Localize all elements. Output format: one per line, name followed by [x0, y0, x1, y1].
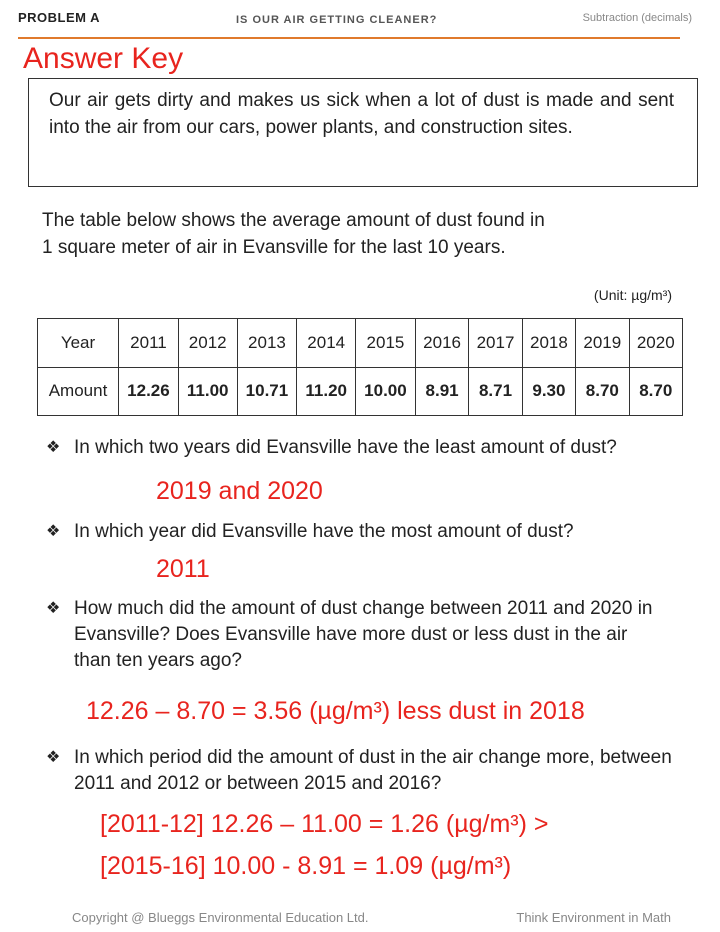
table-intro	[42, 207, 682, 261]
intro-text: Our air gets dirty and makes us sick when a lot of dust is made and sent into the air from our cars, power plants, and construction sites.	[49, 90, 674, 138]
header-divider	[18, 37, 680, 39]
answer-3: 12.26 – 8.70 = 3.56 (µg/m³) less dust in 2018	[86, 697, 585, 725]
question-3-text: How much did the amount of dust change between 2011 and 2020 in Evansville? Does Evansville have more dust or less dust in the air than ten years ago?	[74, 598, 653, 671]
answer-4-line-1: [2011-12] 12.26 – 11.00 = 1.26 (µg/m³) >	[100, 810, 549, 838]
amount-cell: 9.30	[522, 367, 575, 416]
year-cell: 2018	[522, 319, 575, 368]
amount-cell: 10.71	[237, 367, 297, 416]
year-cell: 2014	[297, 319, 356, 368]
diamond-bullet-icon: ❖	[46, 523, 61, 540]
dust-table	[37, 318, 683, 416]
answer-key-label: Answer Key	[23, 42, 184, 75]
amount-cell: 11.20	[297, 367, 356, 416]
diamond-bullet-icon: ❖	[46, 749, 61, 766]
table-intro-line-1: The table below shows the average amount of dust found in	[42, 210, 545, 231]
amount-row	[38, 367, 683, 416]
header-topic: Subtraction (decimals)	[582, 12, 692, 24]
answer-1: 2019 and 2020	[156, 477, 323, 505]
year-cell: 2011	[119, 319, 179, 368]
year-cell: 2019	[576, 319, 629, 368]
question-2-text: In which year did Evansville have the most amount of dust?	[74, 521, 574, 542]
year-cell: 2013	[237, 319, 297, 368]
amount-cell: 12.26	[119, 367, 179, 416]
header-title: IS OUR AIR GETTING CLEANER?	[236, 14, 438, 26]
year-cell: 2012	[178, 319, 237, 368]
table-intro-line-2: 1 square meter of air in Evansville for the last 10 years.	[42, 237, 506, 258]
footer-copyright: Copyright @ Blueggs Environmental Education Ltd.	[72, 910, 369, 925]
amount-cell: 8.91	[415, 367, 468, 416]
amount-cell: 8.70	[576, 367, 629, 416]
year-cell: 2020	[629, 319, 682, 368]
unit-label: (Unit: µg/m³)	[593, 287, 672, 303]
diamond-bullet-icon: ❖	[46, 600, 61, 617]
year-cell: 2017	[469, 319, 522, 368]
year-row	[38, 319, 683, 368]
answer-2: 2011	[156, 555, 210, 583]
amount-row-header: Amount	[38, 367, 119, 416]
question-1-text: In which two years did Evansville have the least amount of dust?	[74, 437, 617, 458]
header-problem-label: PROBLEM A	[18, 10, 101, 25]
amount-cell: 11.00	[178, 367, 237, 416]
answer-4-line-2: [2015-16] 10.00 - 8.91 = 1.09 (µg/m³)	[100, 852, 512, 880]
amount-cell: 8.71	[469, 367, 522, 416]
year-cell: 2016	[415, 319, 468, 368]
year-cell: 2015	[356, 319, 416, 368]
amount-cell: 8.70	[629, 367, 682, 416]
question-4-text: In which period did the amount of dust in the air change more, between 2011 and 2012 or between 2015 and 2016?	[74, 747, 672, 794]
intro-box	[28, 78, 698, 187]
footer-tagline: Think Environment in Math	[516, 910, 671, 925]
amount-cell: 10.00	[356, 367, 416, 416]
year-row-header: Year	[38, 319, 119, 368]
diamond-bullet-icon: ❖	[46, 439, 61, 456]
